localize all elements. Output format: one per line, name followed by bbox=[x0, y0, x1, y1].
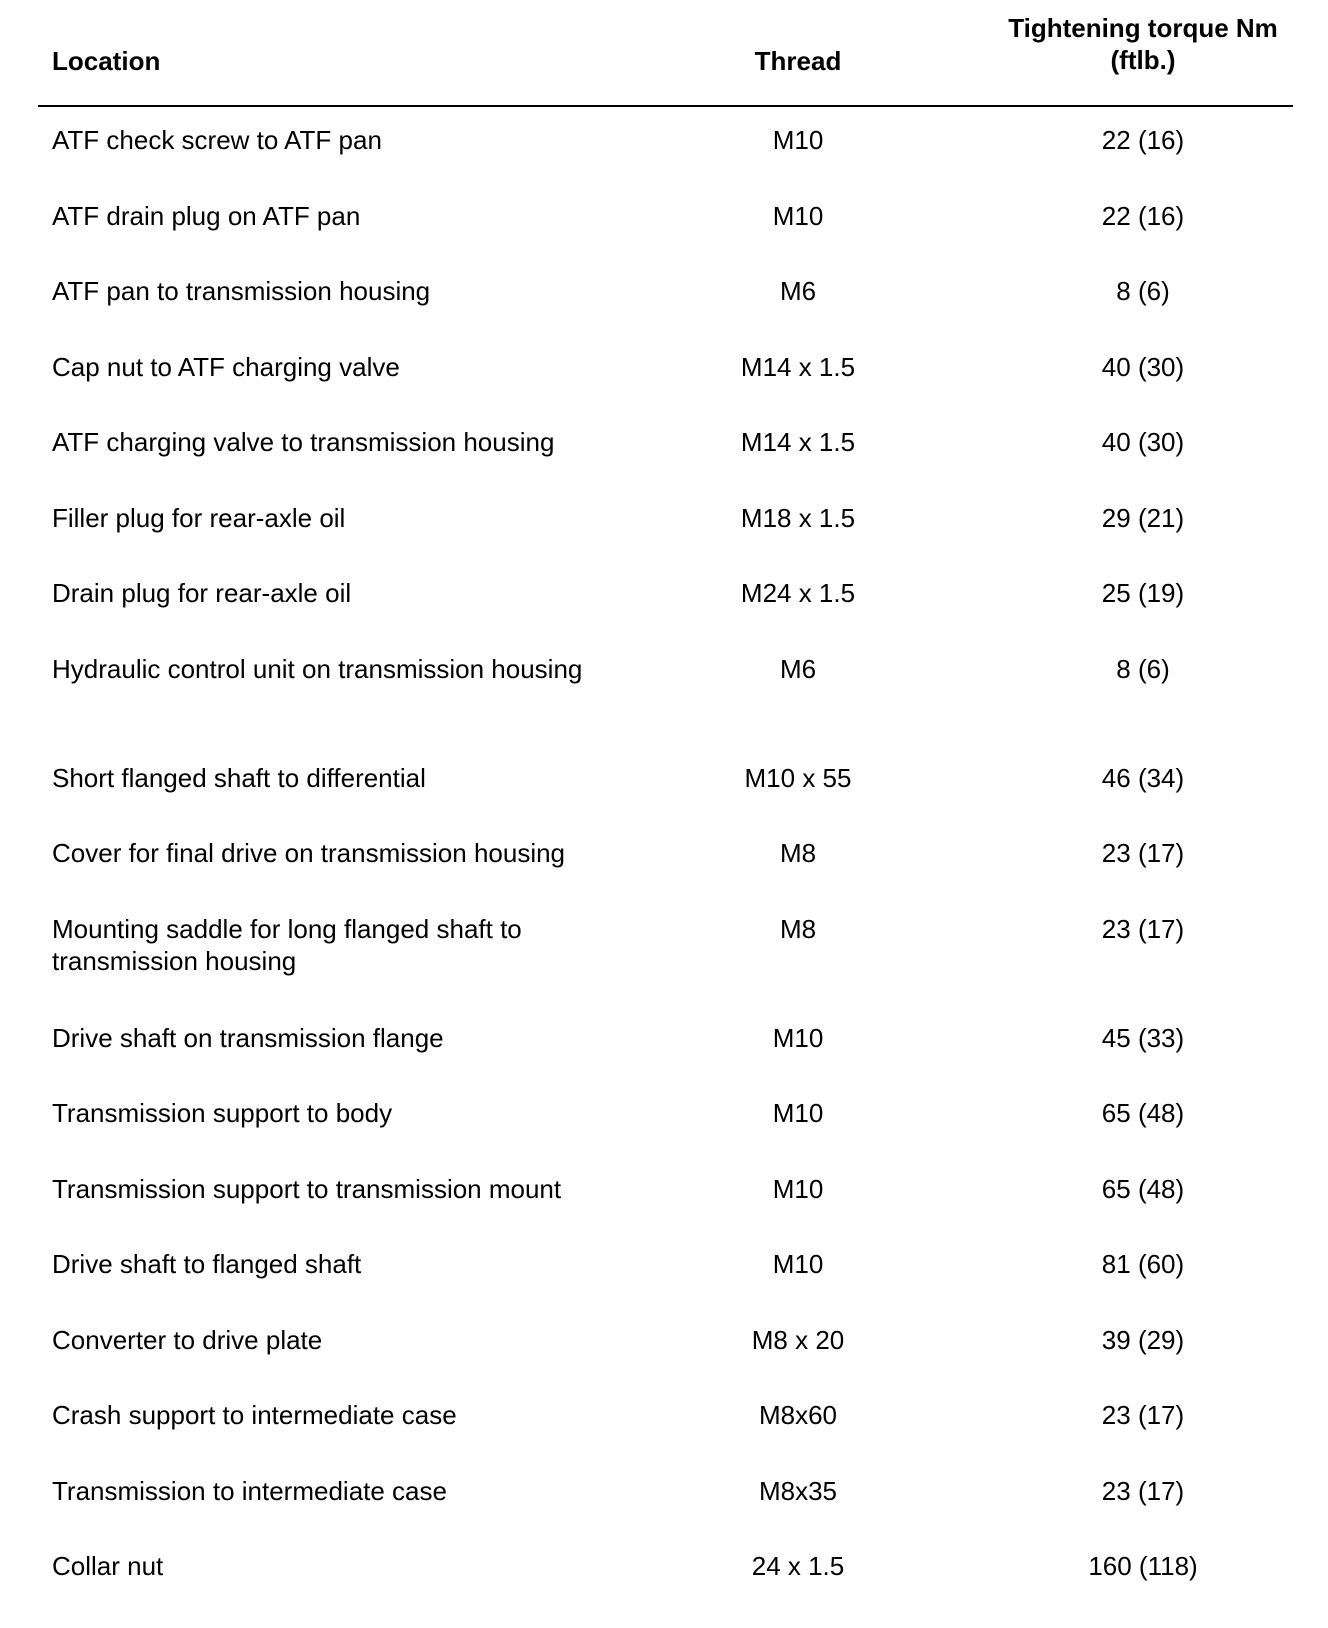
location-cell: Transmission support to transmission mount bbox=[52, 1173, 562, 1204]
location-cell: Cover for final drive on transmission housing bbox=[52, 838, 566, 868]
thread-cell: M8 bbox=[779, 913, 817, 944]
torque-cell: 40 (30) bbox=[1101, 427, 1185, 457]
table-row bbox=[38, 1080, 1293, 1156]
thread-cell: M14 x 1.5 bbox=[740, 351, 856, 382]
thread-cell: M10 bbox=[772, 1249, 824, 1279]
location-cell: Mounting saddle for long flanged shaft to transmission housing bbox=[52, 913, 522, 976]
header-torque-line1: Tightening torque Nm bbox=[1008, 13, 1278, 43]
torque-cell: 23 (17) bbox=[1101, 913, 1185, 944]
table-row bbox=[38, 334, 1293, 410]
location-cell: Short flanged shaft to differential bbox=[52, 762, 426, 793]
torque-cell: 8 (6) bbox=[1116, 653, 1170, 684]
thread-cell: M24 x 1.5 bbox=[740, 578, 856, 608]
torque-cell: 39 (29) bbox=[1101, 1324, 1185, 1355]
thread-cell: M6 bbox=[779, 653, 817, 684]
location-cell: Crash support to intermediate case bbox=[52, 1400, 457, 1430]
thread-cell: M8 bbox=[779, 838, 817, 868]
table-row bbox=[38, 409, 1293, 485]
table-row bbox=[38, 560, 1293, 636]
table-row bbox=[38, 1458, 1293, 1534]
table-row bbox=[38, 745, 1293, 821]
torque-cell: 23 (17) bbox=[1101, 1475, 1185, 1506]
header-torque-line2: (ftlb.) bbox=[1110, 45, 1176, 75]
torque-cell: 22 (16) bbox=[1101, 200, 1185, 231]
location-cell: ATF pan to transmission housing bbox=[52, 276, 431, 306]
header-torque bbox=[943, 12, 1328, 76]
torque-cell: 22 (16) bbox=[1101, 125, 1185, 155]
location-cell: ATF drain plug on ATF pan bbox=[52, 200, 361, 231]
thread-cell: 24 x 1.5 bbox=[751, 1551, 845, 1581]
torque-cell: 8 (6) bbox=[1116, 276, 1170, 306]
thread-cell: M6 bbox=[779, 276, 817, 306]
torque-cell: 45 (33) bbox=[1101, 1022, 1185, 1053]
torque-cell: 25 (19) bbox=[1101, 578, 1185, 608]
location-cell: Cap nut to ATF charging valve bbox=[52, 351, 400, 382]
location-cell: Transmission to intermediate case bbox=[52, 1475, 447, 1506]
torque-cell: 65 (48) bbox=[1101, 1098, 1185, 1128]
location-cell: Hydraulic control unit on transmission housing bbox=[52, 653, 583, 684]
table-row bbox=[38, 258, 1293, 334]
thread-cell: M18 x 1.5 bbox=[740, 502, 856, 533]
location-cell: Transmission support to body bbox=[52, 1098, 393, 1128]
location-cell: Collar nut bbox=[52, 1551, 164, 1581]
location-cell: ATF charging valve to transmission housing bbox=[52, 427, 555, 457]
thread-cell: M8x35 bbox=[758, 1475, 838, 1506]
table-row bbox=[38, 183, 1293, 259]
table-row bbox=[38, 1156, 1293, 1232]
location-cell: Drive shaft to flanged shaft bbox=[52, 1249, 362, 1279]
torque-cell: 81 (60) bbox=[1101, 1249, 1185, 1279]
header-thread: Thread bbox=[754, 46, 842, 76]
table-row bbox=[38, 1005, 1293, 1081]
table-row bbox=[38, 1307, 1293, 1383]
location-cell: Drain plug for rear-axle oil bbox=[52, 578, 352, 608]
torque-cell: 40 (30) bbox=[1101, 351, 1185, 382]
torque-cell: 65 (48) bbox=[1101, 1173, 1185, 1204]
thread-cell: M10 bbox=[772, 200, 824, 231]
table-row bbox=[38, 1533, 1293, 1609]
thread-cell: M10 bbox=[772, 1022, 824, 1053]
torque-cell: 29 (21) bbox=[1101, 502, 1185, 533]
location-cell: Filler plug for rear-axle oil bbox=[52, 502, 346, 533]
torque-table bbox=[38, 0, 1293, 1609]
table-row bbox=[38, 1231, 1293, 1307]
table-body bbox=[38, 107, 1293, 1609]
table-row bbox=[38, 636, 1293, 745]
thread-cell: M10 bbox=[772, 1173, 824, 1204]
table-header bbox=[38, 0, 1293, 107]
thread-cell: M10 bbox=[772, 1098, 824, 1128]
thread-cell: M8 x 20 bbox=[751, 1324, 845, 1355]
table-row bbox=[38, 1382, 1293, 1458]
header-location: Location bbox=[52, 46, 161, 76]
thread-cell: M10 bbox=[772, 125, 824, 155]
table-row bbox=[38, 107, 1293, 183]
torque-cell: 46 (34) bbox=[1101, 762, 1185, 793]
thread-cell: M10 x 55 bbox=[744, 762, 852, 793]
table-row bbox=[38, 820, 1293, 896]
table-row bbox=[38, 896, 1293, 1005]
torque-cell: 23 (17) bbox=[1101, 838, 1185, 868]
thread-cell: M14 x 1.5 bbox=[740, 427, 856, 457]
torque-cell: 160 (118) bbox=[1088, 1551, 1198, 1581]
location-cell: ATF check screw to ATF pan bbox=[52, 125, 382, 155]
table-row bbox=[38, 485, 1293, 561]
thread-cell: M8x60 bbox=[758, 1400, 838, 1430]
location-cell: Drive shaft on transmission flange bbox=[52, 1022, 444, 1053]
torque-cell: 23 (17) bbox=[1101, 1400, 1185, 1430]
location-cell: Converter to drive plate bbox=[52, 1324, 323, 1355]
